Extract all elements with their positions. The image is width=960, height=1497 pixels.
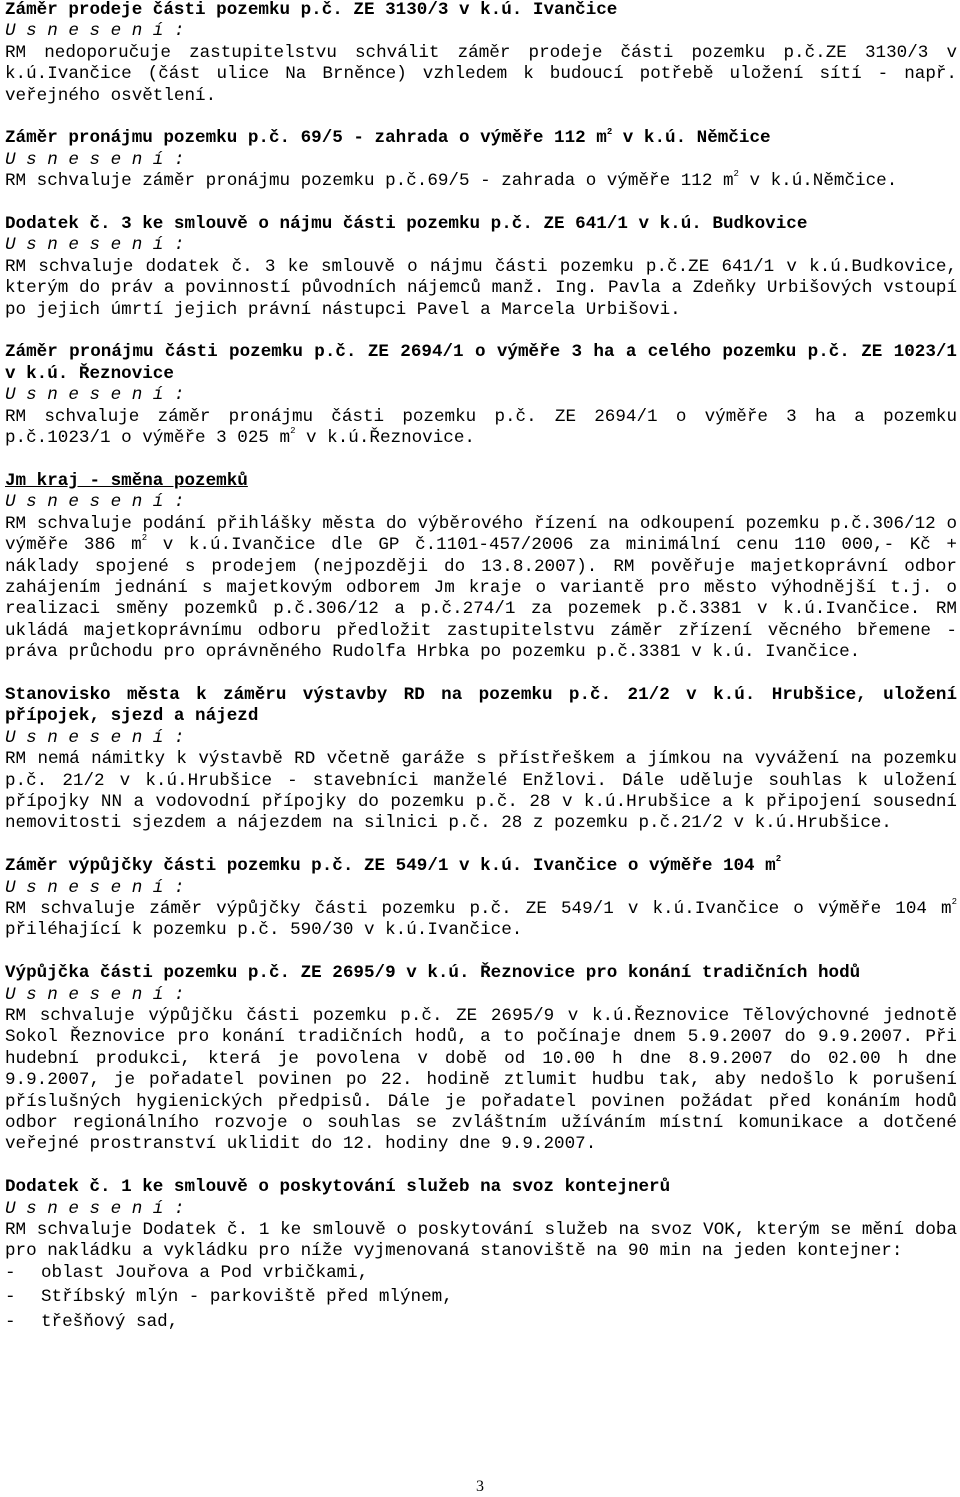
section-body: RM schvaluje podání přihlášky města do výběrového řízení na odkoupení pozemku p.č.306/12 o výměře 386 $m^2$ v k.ú.Ivančice dle GP č.1101-457/2006 za minimální cenu 110 000,- Kč + náklady spojené s prodejem (nejpozději do 13.8.2007). RM pověřuje majetkoprávní odbor zahájením jednání s majetkovým odborem Jm kraje o variantě pro město výhodnější t.j. o realizaci směny pozemků p.č.306/12 a p.č.274/1 za pozemek p.č.3381 v k.ú.Ivančice. RM ukládá majetkoprávnímu odboru předložit zastupitelstvu záměr zřízení věcného břemene - práva průchodu pro oprávněného Rudolfa Hrbka po pozemku p.č.3381 v k.ú. Ivančice. [5, 513, 957, 663]
section-7 [5, 856, 957, 942]
list-bullet: - [5, 1311, 16, 1332]
section-8 [5, 963, 957, 1156]
resolution-label: U s n e s e n í : [5, 1198, 185, 1219]
resolution-label: U s n e s e n í : [5, 727, 185, 748]
section-9 [5, 1177, 957, 1333]
section-body: RM schvaluje výpůjčku části pozemku p.č. ZE 2695/9 v k.ú.Řeznovice Tělovýchovné jednotě Sokol Řeznovice pro konání tradičních hodů, a to počínaje dnem 5.9.2007 do 9.9.2007. Při hudební produkci, která je povolena v době od 10.00 h dne 8.9.2007 do 02.00 h dne 9.9.2007, je pořadatel povinen po 22. hodině ztlumit hudbu tak, aby nedošlo k porušení příslušných hygienických předpisů. Dále je pořadatel povinen požádat před konáním hodů odbor regionálního rozvoje o souhlas se zvláštním užíváním místní komunikace a dotčené veřejné prostranství uklidit do 12. hodiny dne 9.9.2007. [5, 1005, 957, 1155]
container-site-list [5, 1263, 957, 1333]
section-title: Dodatek č. 3 ke smlouvě o nájmu části pozemku p.č. ZE 641/1 v k.ú. Budkovice [5, 214, 808, 235]
section-1 [5, 0, 957, 107]
resolution-label: U s n e s e n í : [5, 984, 185, 1005]
section-6 [5, 685, 957, 835]
resolution-label: U s n e s e n í : [5, 877, 185, 898]
page-number: 3 [476, 1478, 484, 1495]
list-item: - třešňový sad, [5, 1311, 179, 1332]
section-title: Záměr pronájmu pozemku p.č. 69/5 - zahrada o výměře 112 $m^2$ v k.ú. Němčice [5, 126, 771, 149]
section-body: RM schvaluje záměr pronájmu části pozemku p.č. ZE 2694/1 o výměře 3 ha a pozemku p.č.1023/1 o výměře 3 025 $m^2$ v k.ú.Řeznovice. [5, 406, 957, 449]
list-item: - Stříbský mlýn - parkoviště před mlýnem, [5, 1287, 453, 1308]
list-bullet: - [5, 1287, 16, 1308]
section-body: RM nedoporučuje zastupitelstvu schválit záměr prodeje části pozemku p.č.ZE 3130/3 v k.ú.Ivančice (část ulice Na Brněnce) vzhledem k budoucí potřebě uložení sítí - např. veřejného osvětlení. [5, 42, 957, 106]
section-body: RM nemá námitky k výstavbě RD včetně garáže s přístřeškem a jímkou na vyvážení na pozemku p.č. 21/2 v k.ú.Hrubšice - stavebníci manželé Enžlovi. Dále uděluje souhlas k uložení přípojky NN a vodovodní přípojky do pozemku p.č. 28 v k.ú.Hrubšice a k připojení sousední nemovitosti sjezdem a nájezdem na silnici p.č. 28 z pozemku p.č.21/2 v k.ú.Hrubšice. [5, 749, 957, 834]
document-page [5, 0, 957, 1354]
section-body: RM schvaluje Dodatek č. 1 ke smlouvě o poskytování služeb na svoz VOK, kterým se mění doba pro nakládku a vykládku pro níže vyjmenovaná stanoviště na 90 min na jeden kontejner: [5, 1220, 957, 1262]
section-title: Dodatek č. 1 ke smlouvě o poskytování služeb na svoz kontejnerů [5, 1177, 671, 1198]
section-title: Záměr výpůjčky části pozemku p.č. ZE 549/1 v k.ú. Ivančice o výměře 104 $m^2$ [5, 854, 782, 877]
section-body: RM schvaluje záměr pronájmu pozemku p.č.69/5 - zahrada o výměře 112 $m^2$ v k.ú.Němčice. [5, 169, 898, 192]
section-title: Výpůjčka části pozemku p.č. ZE 2695/9 v k.ú. Řeznovice pro konání tradičních hodů [5, 963, 861, 984]
section-4 [5, 342, 957, 449]
resolution-label: U s n e s e n í : [5, 21, 185, 42]
resolution-label: U s n e s e n í : [5, 385, 185, 406]
section-title: Stanovisko města k záměru výstavby RD na pozemku p.č. 21/2 v k.ú. Hrubšice, uložení přípojek, sjezd a nájezd [5, 684, 957, 727]
resolution-label: U s n e s e n í : [5, 492, 185, 513]
section-title: Záměr prodeje části pozemku p.č. ZE 3130/3 v k.ú. Ivančice [5, 0, 618, 20]
resolution-label: U s n e s e n í : [5, 149, 185, 170]
section-body: RM schvaluje záměr výpůjčky části pozemku p.č. ZE 549/1 v k.ú.Ivančice o výměře 104 $m^2$ přiléhající k pozemku p.č. 590/30 v k.ú.Ivančice. [5, 897, 957, 941]
section-title: Jm kraj - směna pozemků [5, 470, 248, 491]
section-title: Záměr pronájmu části pozemku p.č. ZE 2694/1 o výměře 3 ha a celého pozemku p.č. ZE 1023/1 v k.ú. Řeznovice [5, 342, 957, 384]
section-2 [5, 128, 957, 192]
list-item: - oblast Jouřova a Pod vrbičkami, [5, 1262, 369, 1283]
section-body: RM schvaluje dodatek č. 3 ke smlouvě o nájmu části pozemku p.č.ZE 641/1 v k.ú.Budkovice, kterým do práv a povinností původních nájemců manž. Ing. Pavla a Zdeňky Urbišových vstoupí po jejich úmrtí jejich právní nástupci Pavel a Marcela Urbišovi. [5, 256, 957, 320]
list-bullet: - [5, 1262, 16, 1283]
resolution-label: U s n e s e n í : [5, 235, 185, 256]
section-5 [5, 471, 957, 664]
section-3 [5, 214, 957, 321]
